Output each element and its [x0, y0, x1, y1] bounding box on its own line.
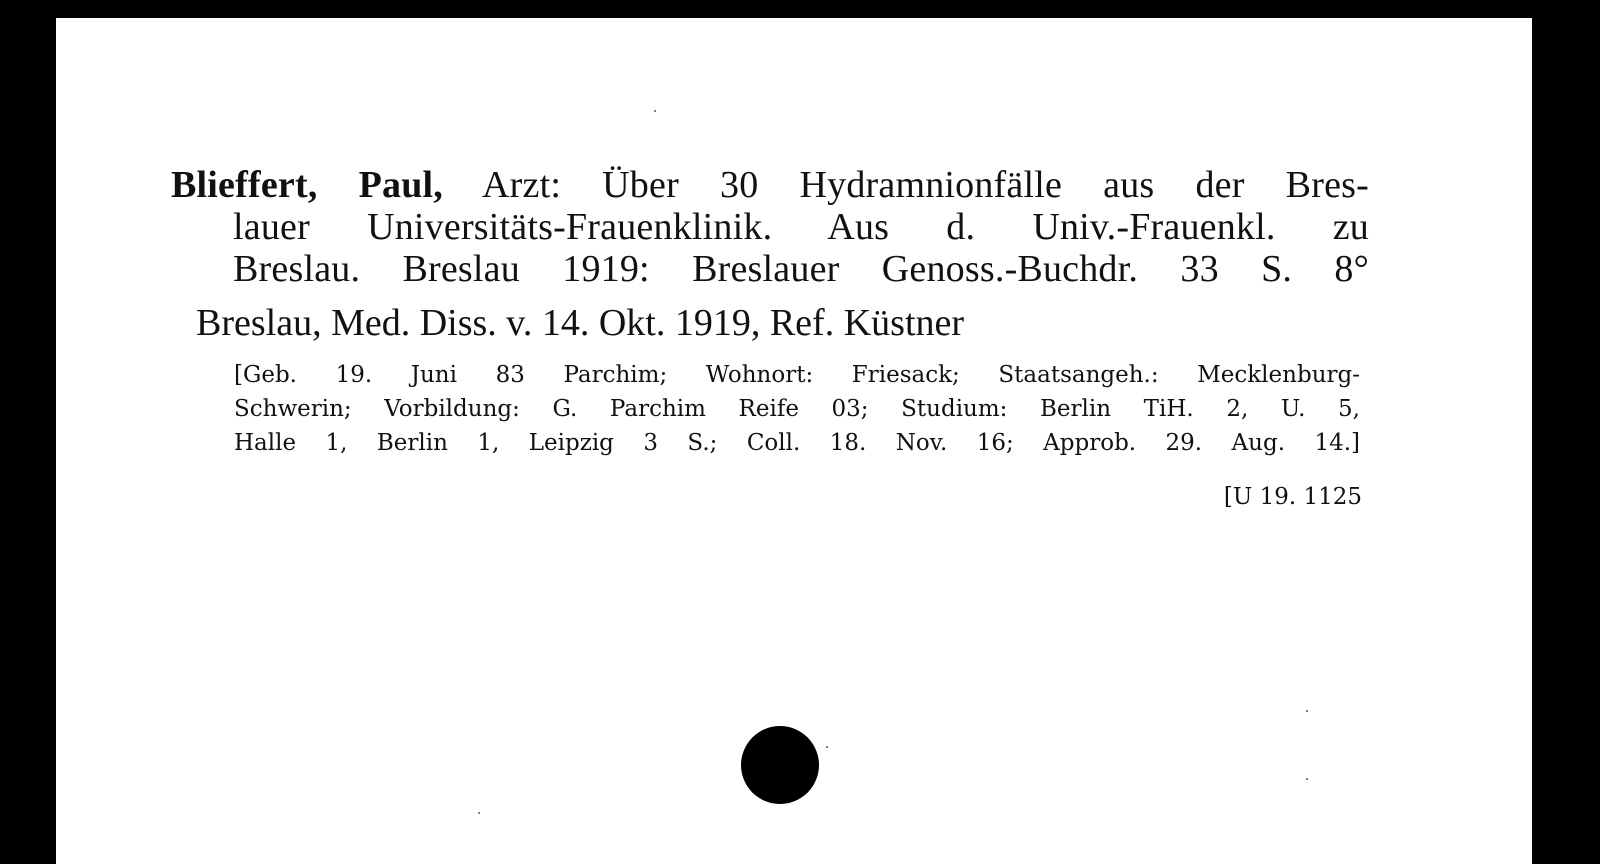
author-name: Blieffert, Paul,: [171, 164, 444, 206]
entry-line-1: [171, 164, 1369, 206]
dust-speck: [1306, 778, 1308, 780]
entry-title-start: Arzt: Über 30 Hydramnionfälle aus der Bres-: [482, 164, 1369, 206]
bio-line-1: [Geb. 19. Juni 83 Parchim; Wohnort: Friesack; Staatsangeh.: Mecklenburg-: [234, 362, 1360, 388]
entry-line-3: Breslau. Breslau 1919: Breslauer Genoss.-Buchdr. 33 S. 8°: [233, 248, 1369, 290]
punch-hole: [741, 726, 819, 804]
bibliographic-entry: [171, 164, 1369, 290]
dissertation-note: Breslau, Med. Diss. v. 14. Okt. 1919, Ref. Küstner: [196, 302, 965, 344]
dust-speck: [654, 110, 656, 112]
biographical-note: [234, 358, 1360, 460]
bio-line-2: Schwerin; Vorbildung: G. Parchim Reife 03; Studium: Berlin TiH. 2, U. 5,: [234, 396, 1360, 422]
catalog-card: [56, 18, 1532, 864]
dust-speck: [478, 812, 480, 814]
shelfmark: [U 19. 1125: [1223, 484, 1362, 510]
bio-line-3: Halle 1, Berlin 1, Leipzig 3 S.; Coll. 18. Nov. 16; Approb. 29. Aug. 14.]: [234, 430, 1360, 456]
entry-line-2: lauer Universitäts-Frauenklinik. Aus d. Univ.-Frauenkl. zu: [233, 206, 1369, 248]
dust-speck: [1306, 710, 1308, 712]
dust-speck: [826, 746, 828, 748]
